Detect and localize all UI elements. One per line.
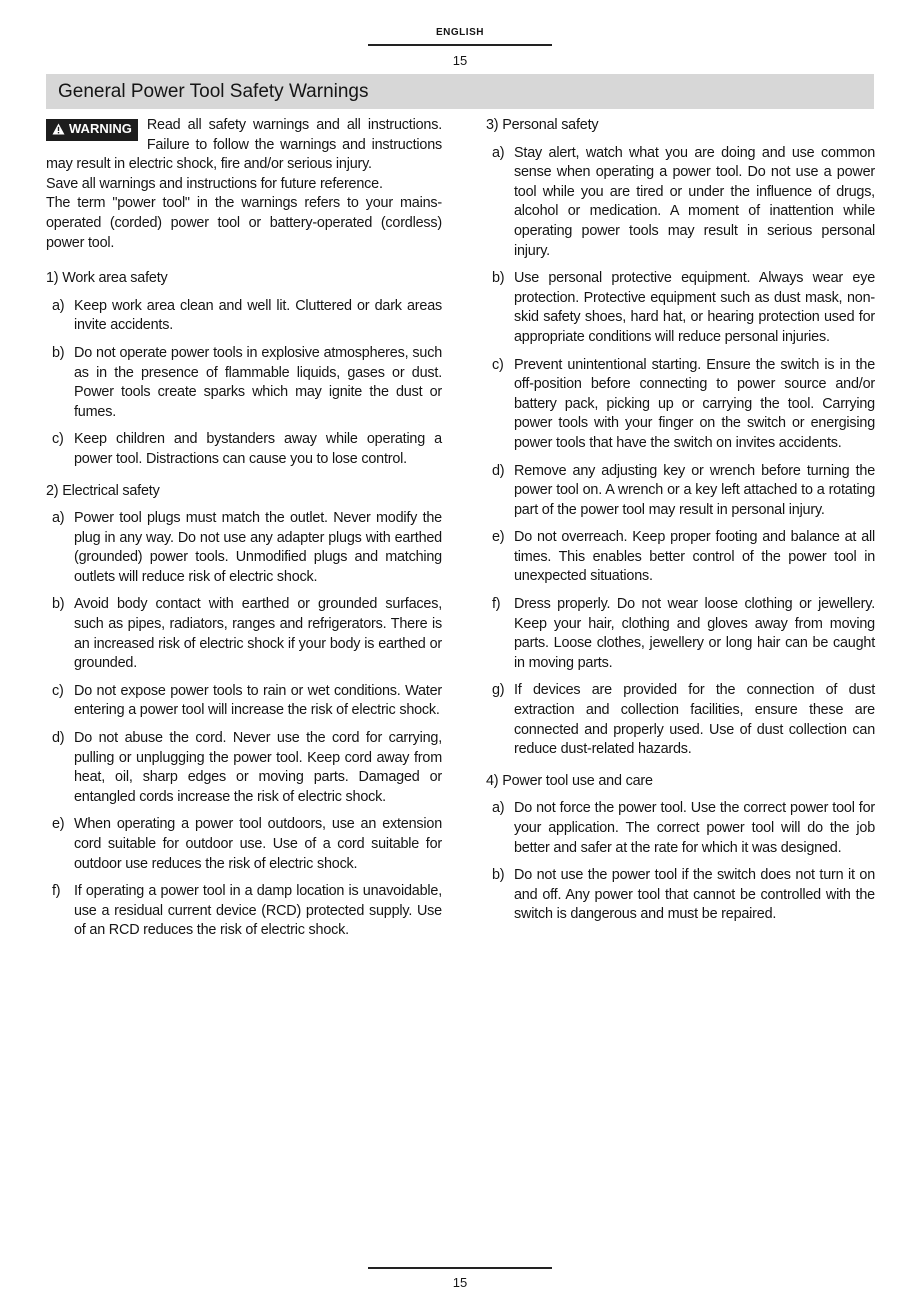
list-item [486,462,875,521]
item-label: a) [492,144,505,161]
footer-page-number: 15 [452,1275,468,1290]
list-item [46,815,442,874]
section-power-tool-use-and-care [486,772,875,925]
section-title: 3) Personal safety [486,117,599,133]
list-item [486,528,875,587]
item-text: Do not expose power tools to rain or wet conditions. Water entering a power tool will increase the risk of electric shock. [74,682,442,719]
item-label: b) [52,344,65,361]
item-label: f) [492,596,501,613]
item-text: Keep children and bystanders away while operating a power tool. Distractions can cause you to lose control. [74,431,442,467]
left-column [46,116,442,941]
intro-paragraph: Save all warnings and instructions for future reference. [46,175,383,192]
list-item [46,595,442,673]
item-text: Avoid body contact with earthed or grounded surfaces, such as pipes, radiators, ranges and refrigerators. There is an increased risk of electric shock if your body is earthed or grounded. [74,596,442,672]
warning-badge-label: WARNING [69,121,132,136]
list-item [46,882,442,941]
item-label: c) [52,682,64,699]
list-item [46,430,442,469]
warning-triangle-icon [52,122,65,140]
warning-badge [46,119,138,141]
item-label: c) [52,431,64,448]
item-label: d) [52,730,65,747]
list-item [486,595,875,673]
intro-block [46,116,442,253]
item-label: b) [52,596,65,613]
list-item [486,356,875,454]
item-label: a) [492,800,505,817]
section-work-area-safety [46,269,442,469]
intro-paragraph: Read all safety warnings and all instructions. Failure to follow the warnings and instructions may result in electric shock, fire and/or serious injury. [46,117,442,173]
item-text: If operating a power tool in a damp location is unavoidable, use a residual current device (RCD) protected supply. Use of an RCD reduces the risk of electric shock. [74,883,442,939]
item-text: When operating a power tool outdoors, use an extension cord suitable for outdoor use. Use of a cord suitable for outdoor use reduces the risk of electric shock. [74,816,442,872]
item-label: b) [492,867,505,884]
list-item [486,144,875,262]
item-label: g) [492,682,505,699]
item-text: Remove any adjusting key or wrench before turning the power tool on. A wrench or a key left attached to a rotating part of the power tool may result in personal injury. [514,462,875,518]
section-electrical-safety [46,482,442,941]
item-text: Do not overreach. Keep proper footing and balance at all times. This enables better control of the power tool in unexpected situations. [514,529,875,585]
intro-paragraph: The term "power tool" in the warnings refers to your mains-operated (corded) power tool or battery-operated (cordless) power tool. [46,195,442,251]
header-page-number: 15 [452,53,468,68]
item-text: Stay alert, watch what you are doing and use common sense when operating a power tool. Do not use a power tool while you are tired or under the influence of drugs, alcohol or medication. A moment of inattention while operating power tools may result in serious personal injury. [514,144,875,259]
item-text: Use personal protective equipment. Always wear eye protection. Protective equipment such as dust mask, non-skid safety shoes, hard hat, or hearing protection used for appropriate conditions will reduce personal injuries. [514,270,875,345]
section-title: 4) Power tool use and care [486,772,653,789]
item-text: Do not use the power tool if the switch does not turn it on and off. Any power tool that cannot be controlled with the switch is dangerous and must be repaired. [514,867,875,923]
item-text: Dress properly. Do not wear loose clothing or jewellery. Keep your hair, clothing and gloves away from moving parts. Loose clothes, jewellery or long hair can be caught in moving parts. [514,596,875,671]
item-text: Keep work area clean and well lit. Cluttered or dark areas invite accidents. [74,297,442,334]
item-text: Do not force the power tool. Use the correct power tool for your application. The correct power tool will do the job better and safer at the rate for which it was designed. [514,800,875,856]
page-title: General Power Tool Safety Warnings [58,81,369,102]
item-label: c) [492,356,504,373]
header-language: ENGLISH [436,27,484,38]
item-text: Do not abuse the cord. Never use the cord for carrying, pulling or unplugging the power tool. Keep cord away from heat, oil, sharp edges or moving parts. Damaged or entangled cords increase the risk of electric shock. [74,730,442,805]
footer-rule [368,1267,552,1269]
item-text: Prevent unintentional starting. Ensure the switch is in the off-position before connecting to power source and/or battery pack, picking up or carrying the tool. Carrying power tools with your finger on the switch or energising power tools that have the switch on invites accidents. [514,356,875,451]
list-item [46,729,442,807]
item-text: Power tool plugs must match the outlet. Never modify the plug in any way. Do not use any adapter plugs with earthed (grounded) power tools. Unmodified plugs and matching outlets will reduce risk of electric shock. [74,510,442,585]
list-item [46,344,442,422]
list-item [486,799,875,858]
item-label: a) [52,510,65,527]
list-item [486,269,875,347]
item-text: Do not operate power tools in explosive atmospheres, such as in the presence of flammable liquids, gases or dust. Power tools create sparks which may ignite the dust or fumes. [74,344,442,420]
item-label: b) [492,270,505,287]
list-item [486,681,875,759]
list-item [46,509,442,587]
list-item [46,297,442,336]
item-label: e) [52,816,65,833]
list-item [486,866,875,925]
section-title: 2) Electrical safety [46,482,160,499]
right-column [486,116,875,925]
list-item [46,682,442,721]
title-bar [46,74,874,109]
item-label: a) [52,297,65,314]
item-label: d) [492,462,505,479]
item-text: If devices are provided for the connection of dust extraction and collection facilities, ensure these are connected and properly used. Use of dust collection can reduce dust-related hazards. [514,682,875,758]
item-label: f) [52,883,61,900]
section-personal-safety [486,116,875,760]
item-label: e) [492,529,505,546]
section-title: 1) Work area safety [46,270,168,287]
header-rule [368,44,552,46]
